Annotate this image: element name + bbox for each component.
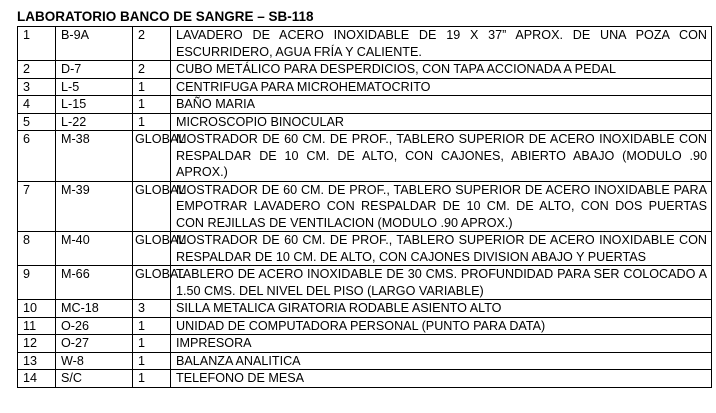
row-number: 5 — [18, 113, 56, 131]
item-description: LAVADERO DE ACERO INOXIDABLE DE 19 X 37” APROX. DE UNA POZA CON ESCURRIDERO, AGUA FRÍA Y CALIENTE. — [171, 27, 712, 61]
row-number: 3 — [18, 78, 56, 96]
item-description: TELEFONO DE MESA — [171, 370, 712, 388]
item-description: MOSTRADOR DE 60 CM. DE PROF., TABLERO SUPERIOR DE ACERO INOXIDABLE CON RESPALDAR DE 10 CM. DE ALTO, CON CAJONES DIVISION ABAJO Y PUERTAS — [171, 232, 712, 266]
item-description: CENTRIFUGA PARA MICROHEMATOCRITO — [171, 78, 712, 96]
item-code: L-15 — [56, 96, 133, 114]
table-row — [18, 300, 712, 318]
item-description: SILLA METALICA GIRATORIA RODABLE ASIENTO ALTO — [171, 300, 712, 318]
table-row — [18, 317, 712, 335]
item-quantity: GLOBAL — [133, 181, 171, 232]
table-row — [18, 27, 712, 61]
item-quantity: 1 — [133, 352, 171, 370]
table-row — [18, 113, 712, 131]
table-row — [18, 78, 712, 96]
item-code: M-66 — [56, 266, 133, 300]
item-quantity: 1 — [133, 96, 171, 114]
table-row — [18, 335, 712, 353]
item-code: L-5 — [56, 78, 133, 96]
item-quantity: GLOBAL — [133, 131, 171, 182]
table-row — [18, 232, 712, 266]
item-code: O-27 — [56, 335, 133, 353]
item-code: MC-18 — [56, 300, 133, 318]
equipment-table-body — [18, 27, 712, 388]
table-row — [18, 266, 712, 300]
row-number: 1 — [18, 27, 56, 61]
row-number: 6 — [18, 131, 56, 182]
item-quantity: 1 — [133, 317, 171, 335]
item-quantity: 1 — [133, 370, 171, 388]
item-code: B-9A — [56, 27, 133, 61]
item-quantity: 1 — [133, 78, 171, 96]
item-code: L-22 — [56, 113, 133, 131]
item-quantity: 2 — [133, 61, 171, 79]
item-code: S/C — [56, 370, 133, 388]
table-row — [18, 96, 712, 114]
item-code: M-38 — [56, 131, 133, 182]
item-quantity: GLOBAL — [133, 232, 171, 266]
item-quantity: 1 — [133, 335, 171, 353]
row-number: 10 — [18, 300, 56, 318]
item-code: O-26 — [56, 317, 133, 335]
row-number: 11 — [18, 317, 56, 335]
item-code: D-7 — [56, 61, 133, 79]
item-description: IMPRESORA — [171, 335, 712, 353]
row-number: 7 — [18, 181, 56, 232]
table-row — [18, 131, 712, 182]
item-quantity: 3 — [133, 300, 171, 318]
table-row — [18, 352, 712, 370]
table-row — [18, 181, 712, 232]
item-code: M-40 — [56, 232, 133, 266]
row-number: 13 — [18, 352, 56, 370]
row-number: 2 — [18, 61, 56, 79]
item-description: UNIDAD DE COMPUTADORA PERSONAL (PUNTO PARA DATA) — [171, 317, 712, 335]
table-row — [18, 370, 712, 388]
item-code: W-8 — [56, 352, 133, 370]
row-number: 9 — [18, 266, 56, 300]
row-number: 12 — [18, 335, 56, 353]
item-code: M-39 — [56, 181, 133, 232]
table-row — [18, 61, 712, 79]
item-description: MOSTRADOR DE 60 CM. DE PROF., TABLERO SUPERIOR DE ACERO INOXIDABLE CON RESPALDAR DE 10 CM. DE ALTO, CON CAJONES, ABIERTO ABAJO (MODULO .90 APROX.) — [171, 131, 712, 182]
item-description: BALANZA ANALITICA — [171, 352, 712, 370]
item-description: CUBO METÁLICO PARA DESPERDICIOS, CON TAPA ACCIONADA A PEDAL — [171, 61, 712, 79]
item-quantity: 2 — [133, 27, 171, 61]
page-title: LABORATORIO BANCO DE SANGRE – SB-118 — [17, 9, 314, 24]
item-description: MOSTRADOR DE 60 CM. DE PROF., TABLERO SUPERIOR DE ACERO INOXIDABLE PARA EMPOTRAR LAVADERO CON RESPALDAR DE 10 CM. DE ALTO, CON DOS PUERTAS CON REJILLAS DE VENTILACION (MODULO .90 APROX.) — [171, 181, 712, 232]
item-quantity: GLOBAL — [133, 266, 171, 300]
row-number: 8 — [18, 232, 56, 266]
item-description: BAÑO MARIA — [171, 96, 712, 114]
item-description: MICROSCOPIO BINOCULAR — [171, 113, 712, 131]
equipment-table — [17, 26, 712, 388]
item-quantity: 1 — [133, 113, 171, 131]
item-description: TABLERO DE ACERO INOXIDABLE DE 30 CMS. PROFUNDIDAD PARA SER COLOCADO A 1.50 CMS. DEL NIVEL DEL PISO (LARGO VARIABLE) — [171, 266, 712, 300]
row-number: 14 — [18, 370, 56, 388]
row-number: 4 — [18, 96, 56, 114]
